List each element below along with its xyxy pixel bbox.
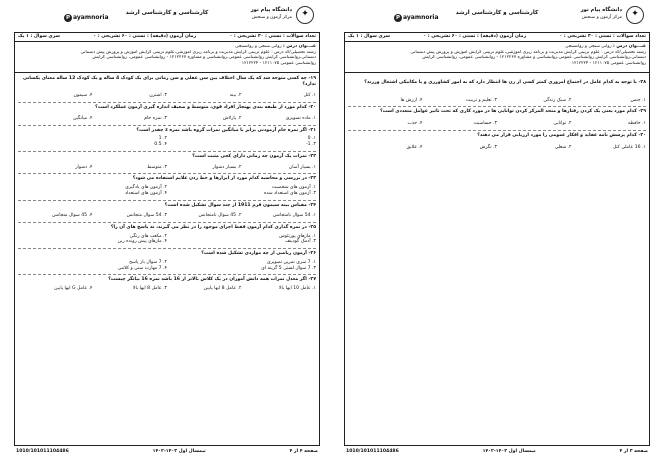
page-footer [346,447,648,457]
answer-option[interactable]: ۱. مازهای پورتئوس [279,233,316,239]
university-name: دانشگاه پیام نور [580,7,622,13]
question-text: ۲۴- مقیاس بینه سیمون فرم 1911 از چند سوال تشکیل شده است؟ [164,202,316,208]
exam-page-4 [8,4,326,460]
course-field-line: رشته تحصیلی/کد درس : علوم تربیتی گرایش مدیریت و برنامه ریزی آموزشی،علوم تربیتی گرایش آموزش و پرورش پیش دبستانی [410,49,646,55]
answer-option[interactable]: ۱. کتل [303,93,316,99]
exam-level-title: کارشناسی و کارشناسی ارشد [125,10,209,16]
question-text: ۲۵- در نمره گذاری کدام آزمون فقط اجزای موجود را در نظر می گیرند، نه پاسخ های آن را؟ [110,225,316,231]
answer-option[interactable]: ۳. متوسط [147,164,167,170]
question-text: ۲۰- کدام مورد از طبقه بندی بهنجار افراد قوی، متوسط و ضعیف اندازه گیری آزمون عملکرد است؟ [95,105,316,111]
answer-option[interactable]: ۴. میانگین [73,115,93,121]
page-number: صفحه ۳ از ۴ [619,449,648,455]
page-footer [16,447,318,457]
brand-logo: P ayamnoria [65,14,109,21]
answer-option[interactable]: ۲. 7 سوال باز پاسخ [129,259,167,265]
term-label: نیمسال اول ۱۴۰۳-۱۴۰۲ [152,449,206,455]
answer-option[interactable]: ۱. آزمون های شخصیت [271,185,316,191]
answer-option[interactable]: ۳. حساسیت [473,121,497,127]
answer-option[interactable]: ۳. 54 سوال متجانس [126,213,167,219]
answer-option[interactable]: ۴. آزمون های استعداد [125,190,167,196]
exam-level-title: کارشناسی و کارشناسی ارشد [455,10,539,16]
question-text: ۱۹- چه کسی متوجه شد که یک سال اختلاف بین سن عقلی و سن زمانی برای یک کودک 4 ساله و یک کودک 12 ساله معنای یکسانی ندارد؟ [22,76,316,87]
answer-option[interactable]: ۲. شغلی [554,144,572,150]
university-logo-icon: ✦ [626,6,644,24]
answer-option[interactable]: ۲. پارلاش [222,115,242,121]
question-text: ۲۶- آزمون ریاضی از چه مواردی تشکیل شده است؟ [201,251,316,257]
question-text: ۲۹- کدام مورد یعنی یک کردن رفتارها و متحد المرکز کردن توانایی ها در مورد کاری که تحت تاثیر عوامل متعددی است؟ [380,109,646,115]
course-field-line: دبستانی،روانشناسی گرایش روانشناسی عمومی،روانشناسی و مشاوره ۱۲۱۲۲۶۷ - روانشناسی عمومی، روانشناسی گرایش [92,55,316,61]
course-field-line: روانشناسی عمومی ۱۲۱۱۰۷۵ - ۱۲۱۲۲۲۴ [241,61,316,67]
course-title-label: عنـــوان درس : [613,44,646,49]
term-label: نیمسال اول ۱۴۰۳-۱۴۰۲ [482,449,536,455]
page-header [16,4,318,30]
answer-option[interactable]: ۲. آزمون های یادگیری [125,185,167,191]
answer-option[interactable]: ۱. عامل 10 ایها بالا [278,286,316,292]
exam-time: زمان آزمون (دقیقه) : تستی : ۶۰ تشریحی : ۰ [93,33,197,39]
answer-option[interactable]: ۴. علایق [406,144,423,150]
answer-option[interactable]: ۱. 0 [307,136,316,142]
course-field-line: روانشناسی عمومی ۱۲۱۱۰۷۵ - ۱۲۱۲۲۲۴ [571,61,646,67]
answer-option[interactable]: ۲. توانایی [553,121,572,127]
answer-option[interactable]: ۲. 1 [158,136,167,142]
page-header [346,4,648,30]
exam-time: زمان آزمون (دقیقه) : تستی : ۶۰ تشریحی : ۰ [423,33,527,39]
answer-option[interactable]: ۲. 45 سوال نامتجانس [198,213,242,219]
answer-option[interactable]: ۴. 0.5 [154,142,167,148]
exam-page-3 [338,4,656,460]
university-logo-icon: ✦ [296,6,314,24]
answer-option[interactable]: ۴. جذب [407,121,423,127]
answer-option[interactable]: ۴. 7 مهارت سنی و کلامی [117,265,167,271]
answer-option[interactable]: ۳. 7 سوال لستی 5 گزینه ای [261,265,316,271]
question-count: تعداد سوالات : تستی : ۳۰ تشریحی : ۰ [559,33,646,39]
answer-option[interactable]: ۴. دشوار [75,164,93,170]
answer-option[interactable]: ۳. آزمون های استعداد شده [263,190,316,196]
answer-option[interactable]: ۱. 16 عاملی کتل [612,144,646,150]
answer-option[interactable]: ۳. نگرش [479,144,497,150]
page-frame [344,32,650,446]
question-text: ۲۳- در بررسی و محاسبه کدام مورد از ابزارها و خط زدن علایم استفاده می شود؟ [132,176,316,182]
university-name: دانشگاه پیام نور [250,7,292,13]
answer-option[interactable]: ۳. تعلیم و تربیت [466,97,497,103]
question-text: ۲۲- نمرات یک آزمون چه زمانی دارای کجی مثبت است؟ [192,153,316,159]
answer-option[interactable]: ۱. 7 سری تمرین تصویری [267,259,316,265]
question-text: ۲۷- اگر معدل نمرات همه دانش آموزان در یک کلاس بالاتر از 16 باشد نمره 16 بیانگر چیست؟ [108,277,316,283]
answer-option[interactable]: ۲. بینه [229,93,242,99]
answer-option[interactable]: ۱. حافظه [627,121,646,127]
center-name: مرکز آزمون و سنجش [251,15,292,20]
page-frame [14,32,320,446]
answer-option[interactable]: ۱. ماده تصویری [285,115,316,121]
answer-option[interactable]: ۴. 45 سوال متجانس [52,213,93,219]
question-series: سری سوال : ۱ یک [348,33,391,39]
course-title-label: عنـــوان درس : [283,44,316,49]
course-field-line: دبستانی،روانشناسی گرایش روانشناسی عمومی،روانشناسی و مشاوره ۱۲۱۲۲۶۷ - روانشناسی عمومی، روانشناسی گرایش [422,55,646,61]
answer-option[interactable]: ۳. اشترن [149,93,167,99]
answer-option[interactable]: ۴. ارزش ها [400,97,423,103]
answer-option[interactable]: ۱. 54 سوال نامتجانس [272,213,316,219]
page-number: صفحه ۴ از ۴ [289,449,318,455]
question-count: تعداد سوالات : تستی : ۳۰ تشریحی : ۰ [229,33,316,39]
answer-option[interactable]: ۲. مکعب های رنگی [129,233,167,239]
answer-option[interactable]: ۱. بسیار آسان [288,164,316,170]
question-text: ۳۰- کدام پرسش نامه عقاید و افکار عمومی را مورد ارزیابی قرار می دهند؟ [477,132,646,138]
answer-option[interactable]: ۴. سیمون [73,93,93,99]
answer-option[interactable]: ۳. نمره خام [144,115,167,121]
answer-option[interactable]: ۲. عامل 8 ایها پایین [203,286,242,292]
answer-option[interactable]: ۳. 1- [306,142,316,148]
answer-option[interactable]: ۲. سبک زندگی [543,97,572,103]
brand-logo: P ayamnoria [395,14,439,21]
course-title: روانی سنجی و روانسنجی [235,44,282,49]
question-series: سری سوال : ۱ یک [18,33,61,39]
answer-option[interactable]: ۴. عامل G ایها پایین [54,286,93,292]
question-text: ۲۸- با توجه به کدام عامل در اجتماع امروزی کمتر کسی از زن ها انتظار دارد که به امور کشاورزی و یا مکانیکی اشتغال ورزند؟ [364,80,646,85]
course-field-line: رشته تحصیلی/کد درس : علوم تربیتی گرایش مدیریت و برنامه ریزی آموزشی،علوم تربیتی گرایش آموزش و پرورش پیش دبستانی [80,49,316,55]
answer-option[interactable]: ۳. عامل 8 ایها بالا [132,286,167,292]
question-text: ۲۱- اگر نمره خام آزمودنی برابر با میانگین نمرات گروه باشد نمره z چقدر است؟ [136,127,316,133]
exam-code: 1010/101011104486 [16,449,69,455]
course-title: روانی سنجی و روانسنجی [565,44,612,49]
answer-option[interactable]: ۳. آدمک گودینف [285,239,316,245]
answer-option[interactable]: ۲. بسیار دشوار [212,164,242,170]
answer-option[interactable]: ۱. جنس [630,97,646,103]
center-name: مرکز آزمون و سنجش [581,15,622,20]
exam-code: 1010/101011104486 [346,449,399,455]
answer-option[interactable]: ۴. مازهای پیش رونده رین [117,239,167,245]
